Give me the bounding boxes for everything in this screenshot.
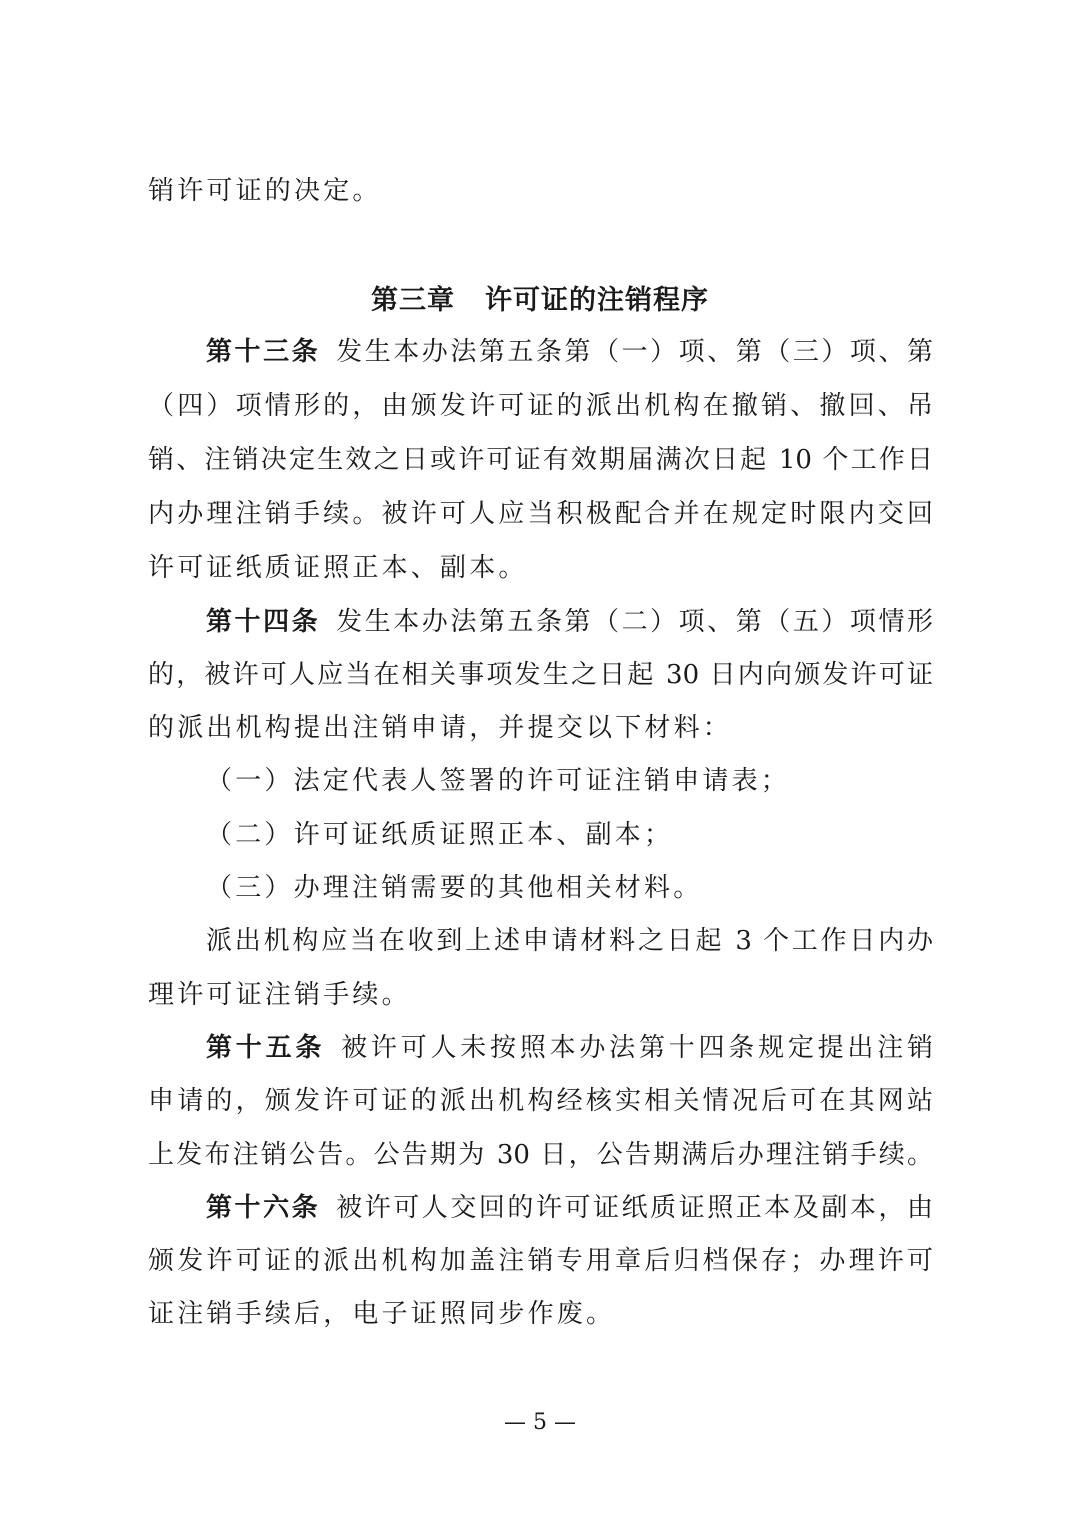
chapter-number: 第三章 bbox=[371, 285, 455, 316]
article-16-text: 被许可人交回的许可证纸质证照正本及副本，由 bbox=[336, 1193, 933, 1223]
chapter-title: 许可证的注销程序 bbox=[485, 285, 709, 316]
chapter-heading bbox=[0, 281, 1080, 321]
article-13-line: 许可证纸质证照正本、副本。 bbox=[148, 553, 528, 583]
article-15-text: 被许可人未按照本办法第十四条规定提出注销 bbox=[341, 1033, 933, 1063]
article-13-label: 第十三条 bbox=[206, 337, 321, 367]
article-13-text: 发生本办法第五条第（一）项、第（三）项、第 bbox=[336, 337, 933, 367]
article-16-line: 证注销手续后，电子证照同步作废。 bbox=[148, 1299, 616, 1329]
article-16-label: 第十六条 bbox=[206, 1193, 321, 1223]
article-14-item: （二）许可证纸质证照正本、副本； bbox=[206, 820, 674, 850]
article-14-item: （一）法定代表人签署的许可证注销申请表； bbox=[206, 766, 791, 796]
article-16-line: 颁发许可证的派出机构加盖注销专用章后归档保存；办理许可 bbox=[148, 1246, 933, 1276]
continued-text-line: 销许可证的决定。 bbox=[148, 176, 382, 206]
article-14-closing-line: 派出机构应当在收到上述申请材料之日起 3 个工作日内办 bbox=[206, 926, 933, 956]
article-15-first-line bbox=[206, 1028, 933, 1068]
article-16-first-line bbox=[206, 1188, 933, 1228]
article-13-line: （四）项情形的，由颁发许可证的派出机构在撤销、撤回、吊 bbox=[148, 391, 933, 421]
article-14-text: 发生本办法第五条第（二）项、第（五）项情形 bbox=[336, 607, 933, 637]
article-15-line: 上发布注销公告。公告期为 30 日，公告期满后办理注销手续。 bbox=[148, 1140, 933, 1170]
article-14-closing-line: 理许可证注销手续。 bbox=[148, 980, 411, 1010]
article-14-line: 的，被许可人应当在相关事项发生之日起 30 日内向颁发许可证 bbox=[148, 660, 933, 690]
article-14-label: 第十四条 bbox=[206, 607, 321, 637]
article-14-line: 的派出机构提出注销申请，并提交以下材料： bbox=[148, 713, 733, 743]
article-13-first-line bbox=[206, 332, 933, 372]
page-number: — 5 — bbox=[504, 1410, 576, 1435]
article-15-line: 申请的，颁发许可证的派出机构经核实相关情况后可在其网站 bbox=[148, 1086, 933, 1116]
article-14-first-line bbox=[206, 602, 933, 642]
article-13-line: 销、注销决定生效之日或许可证有效期届满次日起 10 个工作日 bbox=[148, 445, 933, 475]
article-15-label: 第十五条 bbox=[206, 1033, 326, 1063]
article-13-line: 内办理注销手续。被许可人应当积极配合并在规定时限内交回 bbox=[148, 499, 933, 529]
article-14-item: （三）办理注销需要的其他相关材料。 bbox=[206, 873, 703, 903]
